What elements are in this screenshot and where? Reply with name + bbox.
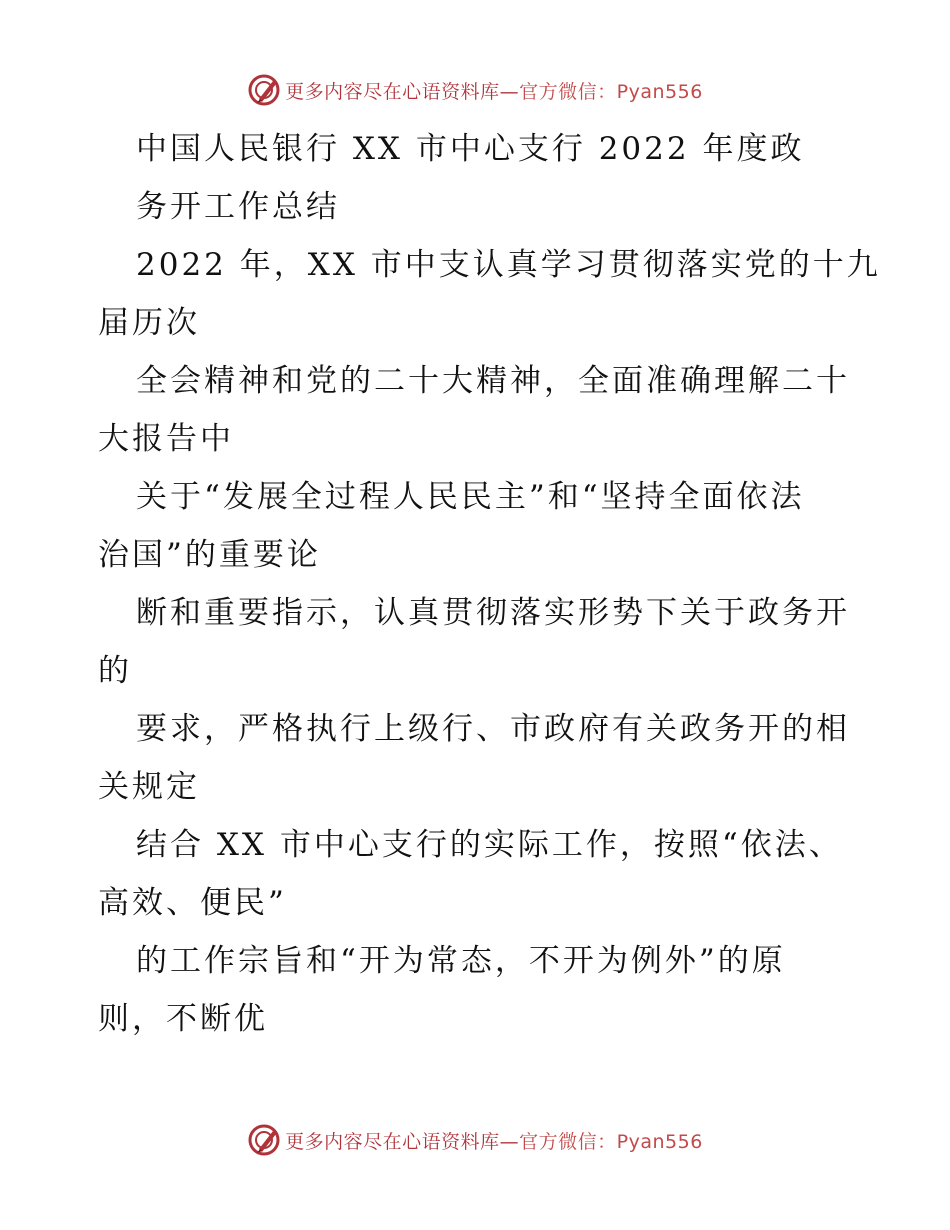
document-line: 结合 XX 市中心支行的实际工作，按照“依法、 xyxy=(136,827,843,863)
header-banner-title: 更多内容尽在心语资料库 xyxy=(285,80,500,103)
pen-logo-icon xyxy=(247,1123,281,1157)
document-line: 全会精神和党的二十大精神，全面准确理解二十 xyxy=(136,363,850,399)
header-banner-wechat: 官方微信：Pyan556 xyxy=(519,80,703,103)
document-line: 届历次 xyxy=(98,305,200,341)
header-watermark-banner xyxy=(0,70,950,110)
footer-watermark-banner xyxy=(0,1120,950,1160)
document-line: 的 xyxy=(98,653,132,689)
document-line: 关于“发展全过程人民民主”和“坚持全面依法 xyxy=(136,479,805,515)
document-line: 关规定 xyxy=(98,769,200,805)
document-line: 大报告中 xyxy=(98,421,234,457)
pen-logo-icon xyxy=(247,73,281,107)
document-line: 的工作宗旨和“开为常态，不开为例外”的原 xyxy=(136,943,786,979)
footer-banner-title: 更多内容尽在心语资料库 xyxy=(285,1130,500,1153)
document-line: 治国”的重要论 xyxy=(98,537,321,573)
footer-banner-text xyxy=(285,1127,703,1154)
footer-banner-dash: — xyxy=(499,1130,520,1153)
header-banner-dash: — xyxy=(499,80,520,103)
header-banner-text xyxy=(285,77,703,104)
document-line: 务开工作总结 xyxy=(136,189,340,225)
document-line: 则，不断优 xyxy=(98,1001,268,1037)
document-line: 中国人民银行 XX 市中心支行 2022 年度政 xyxy=(136,131,805,167)
document-body xyxy=(98,120,881,1048)
document-line: 高效、便民” xyxy=(98,885,287,921)
document-line: 2022 年，XX 市中支认真学习贯彻落实党的十九 xyxy=(136,247,881,283)
document-line: 要求，严格执行上级行、市政府有关政务开的相 xyxy=(136,711,850,747)
document-line: 断和重要指示，认真贯彻落实形势下关于政务开 xyxy=(136,595,850,631)
footer-banner-wechat: 官方微信：Pyan556 xyxy=(519,1130,703,1153)
